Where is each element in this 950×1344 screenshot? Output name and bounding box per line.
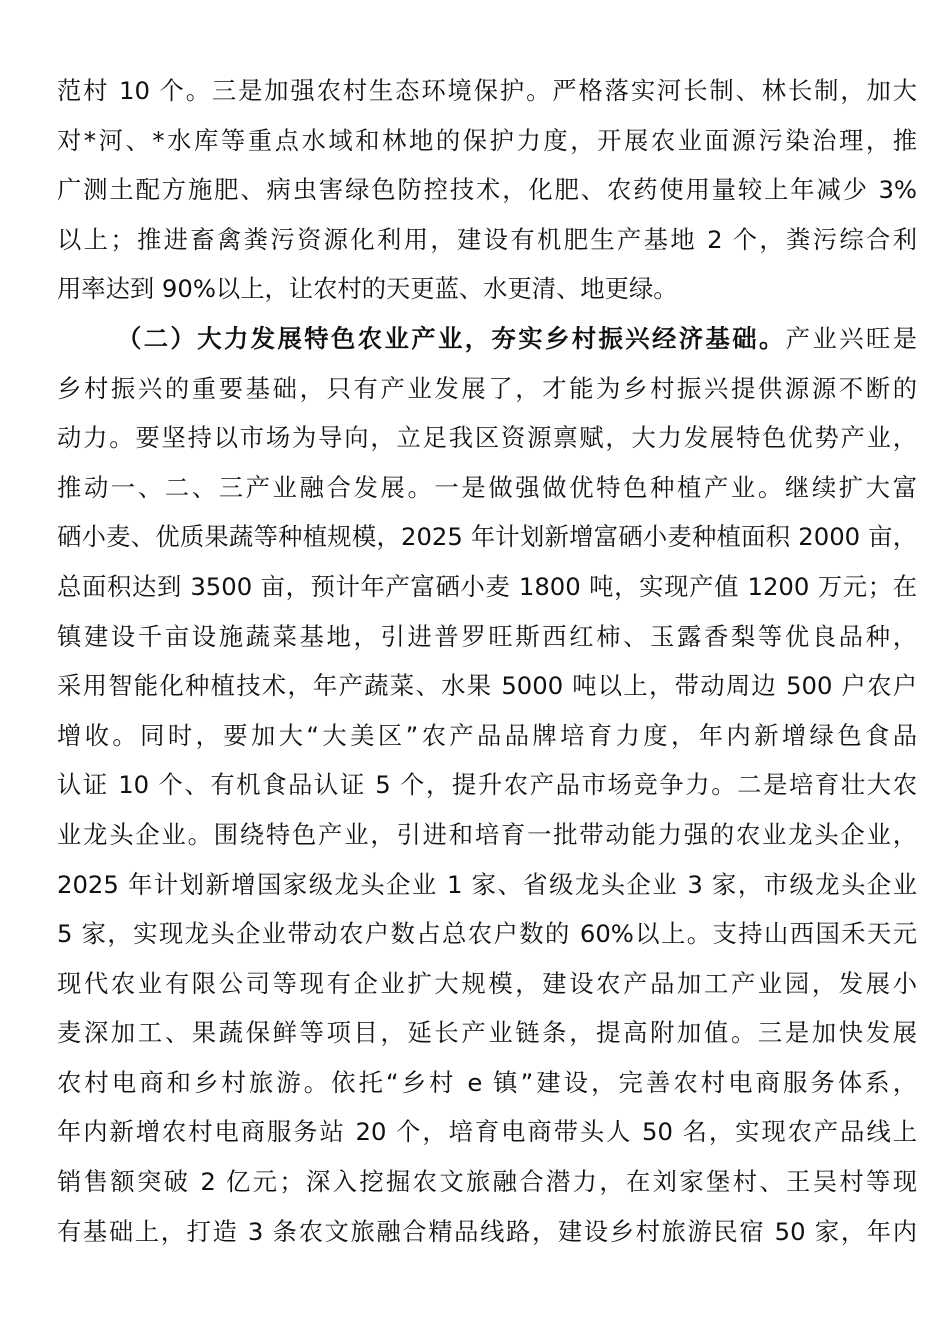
text-line: 2025 年计划新增国家级龙头企业 1 家、省级龙头企业 3 家，市级龙头企业: [57, 869, 917, 899]
text-line: 采用智能化种植技术，年产蔬菜、水果 5000 吨以上，带动周边 500 户农户: [57, 671, 917, 701]
text-line: 范村 10 个。三是加强农村生态环境保护。严格落实河长制、林长制，加大: [57, 76, 917, 105]
text-line: 总面积达到 3500 亩，预计年产富硒小麦 1800 吨，实现产值 1200 万元；在: [57, 571, 917, 601]
text-line: 镇建设千亩设施蔬菜基地，引进普罗旺斯西红柿、玉露香梨等优良品种，: [57, 621, 917, 651]
text-line: 用率达到 90%以上，让农村的天更蓝、水更清、地更绿。: [57, 274, 678, 304]
section-heading: （二）大力发展特色农业产业，夯实乡村振兴经济基础。: [117, 323, 786, 353]
text-line: 动力。要坚持以市场为导向，立足我区资源禀赋，大力发展特色优势产业，: [57, 423, 917, 453]
text-line: 硒小麦、优质果蔬等种植规模，2025 年计划新增富硒小麦种植面积 2000 亩，: [57, 522, 917, 552]
text-line: 有基础上，打造 3 条农文旅融合精品线路，建设乡村旅游民宿 50 家，年内: [57, 1216, 917, 1246]
section-heading-line: [57, 314, 917, 364]
text-line: 销售额突破 2 亿元；深入挖掘农文旅融合潜力，在刘家堡村、王吴村等现: [57, 1167, 917, 1197]
text-line: 广测土配方施肥、病虫害绿色防控技术，化肥、农药使用量较上年减少 3%: [57, 175, 917, 205]
text-line: 推动一、二、三产业融合发展。一是做强做优特色种植产业。继续扩大富: [57, 472, 917, 502]
text-line: 年内新增农村电商服务站 20 个，培育电商带头人 50 名，实现农产品线上: [57, 1117, 917, 1147]
text-line: 农村电商和乡村旅游。依托“乡村 e 镇”建设，完善农村电商服务体系，: [57, 1067, 917, 1097]
text-line: 麦深加工、果蔬保鲜等项目，延长产业链条，提高附加值。三是加快发展: [57, 1018, 917, 1048]
text-line: 认证 10 个、有机食品认证 5 个，提升农产品市场竞争力。二是培育壮大农: [57, 770, 917, 800]
text-line: 增收。同时，要加大“大美区”农产品品牌培育力度，年内新增绿色食品: [57, 720, 917, 750]
text-line: 5 家，实现龙头企业带动农户数占总农户数的 60%以上。支持山西国禾天元: [57, 919, 917, 949]
text-line: 以上；推进畜禽粪污资源化利用，建设有机肥生产基地 2 个，粪污综合利: [57, 224, 917, 254]
text-span: 产业兴旺是: [785, 323, 918, 353]
document-page: [57, 66, 917, 1256]
text-line: 乡村振兴的重要基础，只有产业发展了，才能为乡村振兴提供源源不断的: [57, 373, 917, 403]
text-line: 对*河、*水库等重点水域和林地的保护力度，开展农业面源污染治理，推: [57, 125, 917, 155]
text-line: 业龙头企业。围绕特色产业，引进和培育一批带动能力强的农业龙头企业，: [57, 819, 917, 849]
text-line: 现代农业有限公司等现有企业扩大规模，建设农产品加工产业园，发展小: [57, 968, 917, 998]
